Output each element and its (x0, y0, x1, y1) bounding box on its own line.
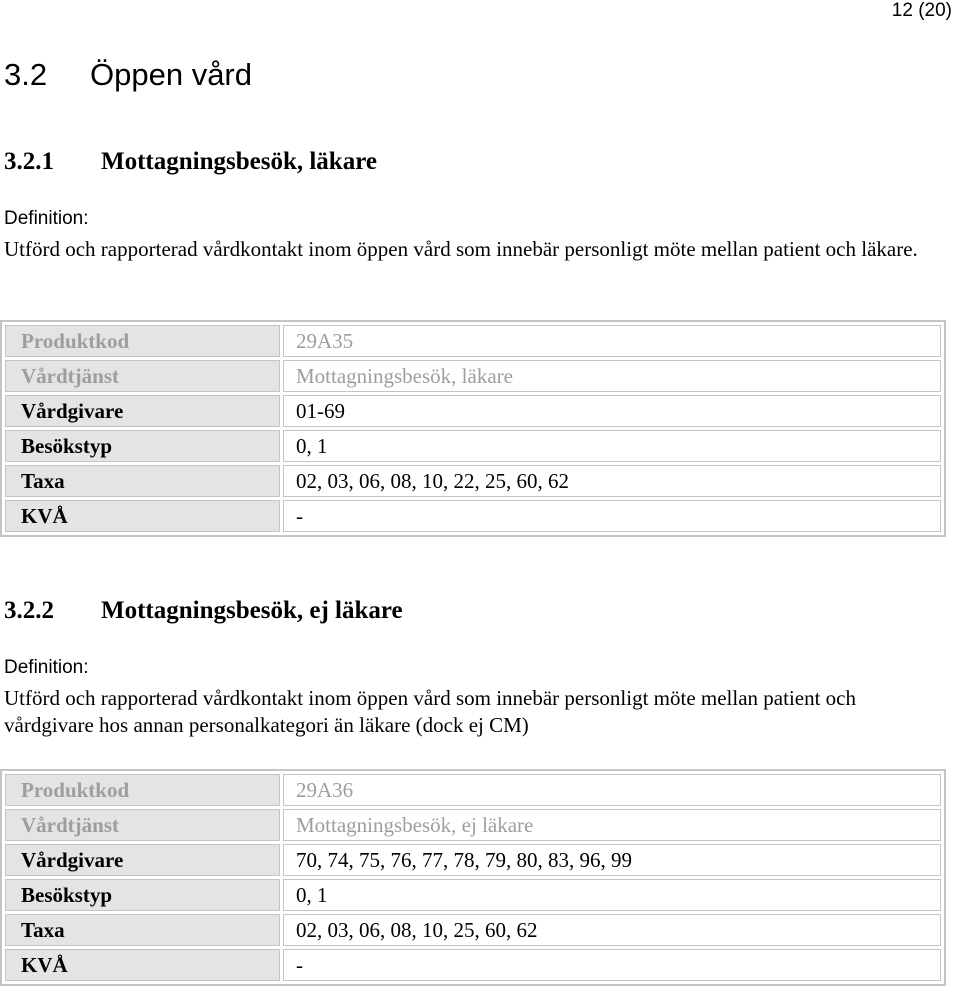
table-value: 0, 1 (283, 430, 941, 462)
page-number: 12 (20) (891, 0, 952, 21)
table-row (5, 430, 941, 462)
definition-label: Definition: (4, 657, 89, 678)
section-number: 3.2 (4, 57, 48, 92)
table-row (5, 809, 941, 841)
table-label: KVÅ (5, 949, 280, 981)
table-label: Besökstyp (5, 430, 280, 462)
table-value: Mottagningsbesök, läkare (283, 360, 941, 392)
table-row (5, 879, 941, 911)
subsection-number: 3.2.2 (4, 597, 54, 624)
table-row (5, 949, 941, 981)
subsection-title: Mottagningsbesök, ej läkare (101, 597, 403, 624)
table-label: Vårdtjänst (5, 809, 280, 841)
table-label: Vårdtjänst (5, 360, 280, 392)
definition-text: Utförd och rapporterad vårdkontakt inom öppen vård som innebär personligt möte mellan patient och läkare. (4, 237, 918, 261)
section-heading (4, 56, 252, 94)
table-value: - (283, 500, 941, 532)
definition-text: Utförd och rapporterad vårdkontakt inom öppen vård som innebär personligt möte mellan patient och vårdgivare hos annan personalkategori än läkare (dock ej CM) (4, 686, 857, 737)
table-row (5, 325, 941, 357)
table-row (5, 844, 941, 876)
subsection-title: Mottagningsbesök, läkare (101, 148, 377, 175)
table-label: Produktkod (5, 325, 280, 357)
subsection-heading (4, 596, 403, 626)
table-row (5, 774, 941, 806)
section-title: Öppen vård (90, 57, 252, 92)
table-label: Vårdgivare (5, 395, 280, 427)
table-row (5, 465, 941, 497)
product-table (0, 320, 946, 537)
table-value: 29A35 (283, 325, 941, 357)
table-value: 02, 03, 06, 08, 10, 22, 25, 60, 62 (283, 465, 941, 497)
table-row (5, 395, 941, 427)
table-label: Taxa (5, 465, 280, 497)
table-value: 02, 03, 06, 08, 10, 25, 60, 62 (283, 914, 941, 946)
table-value: 70, 74, 75, 76, 77, 78, 79, 80, 83, 96, 99 (283, 844, 941, 876)
table-value: 29A36 (283, 774, 941, 806)
table-row (5, 914, 941, 946)
table-label: Produktkod (5, 774, 280, 806)
table-label: Vårdgivare (5, 844, 280, 876)
product-table (0, 769, 946, 986)
table-row (5, 360, 941, 392)
table-value: 0, 1 (283, 879, 941, 911)
table-value: Mottagningsbesök, ej läkare (283, 809, 941, 841)
table-label: Taxa (5, 914, 280, 946)
table-row (5, 500, 941, 532)
table-value: 01-69 (283, 395, 941, 427)
definition-label: Definition: (4, 208, 89, 229)
table-label: Besökstyp (5, 879, 280, 911)
subsection-number: 3.2.1 (4, 148, 54, 175)
subsection-heading (4, 147, 377, 177)
table-label: KVÅ (5, 500, 280, 532)
table-value: - (283, 949, 941, 981)
